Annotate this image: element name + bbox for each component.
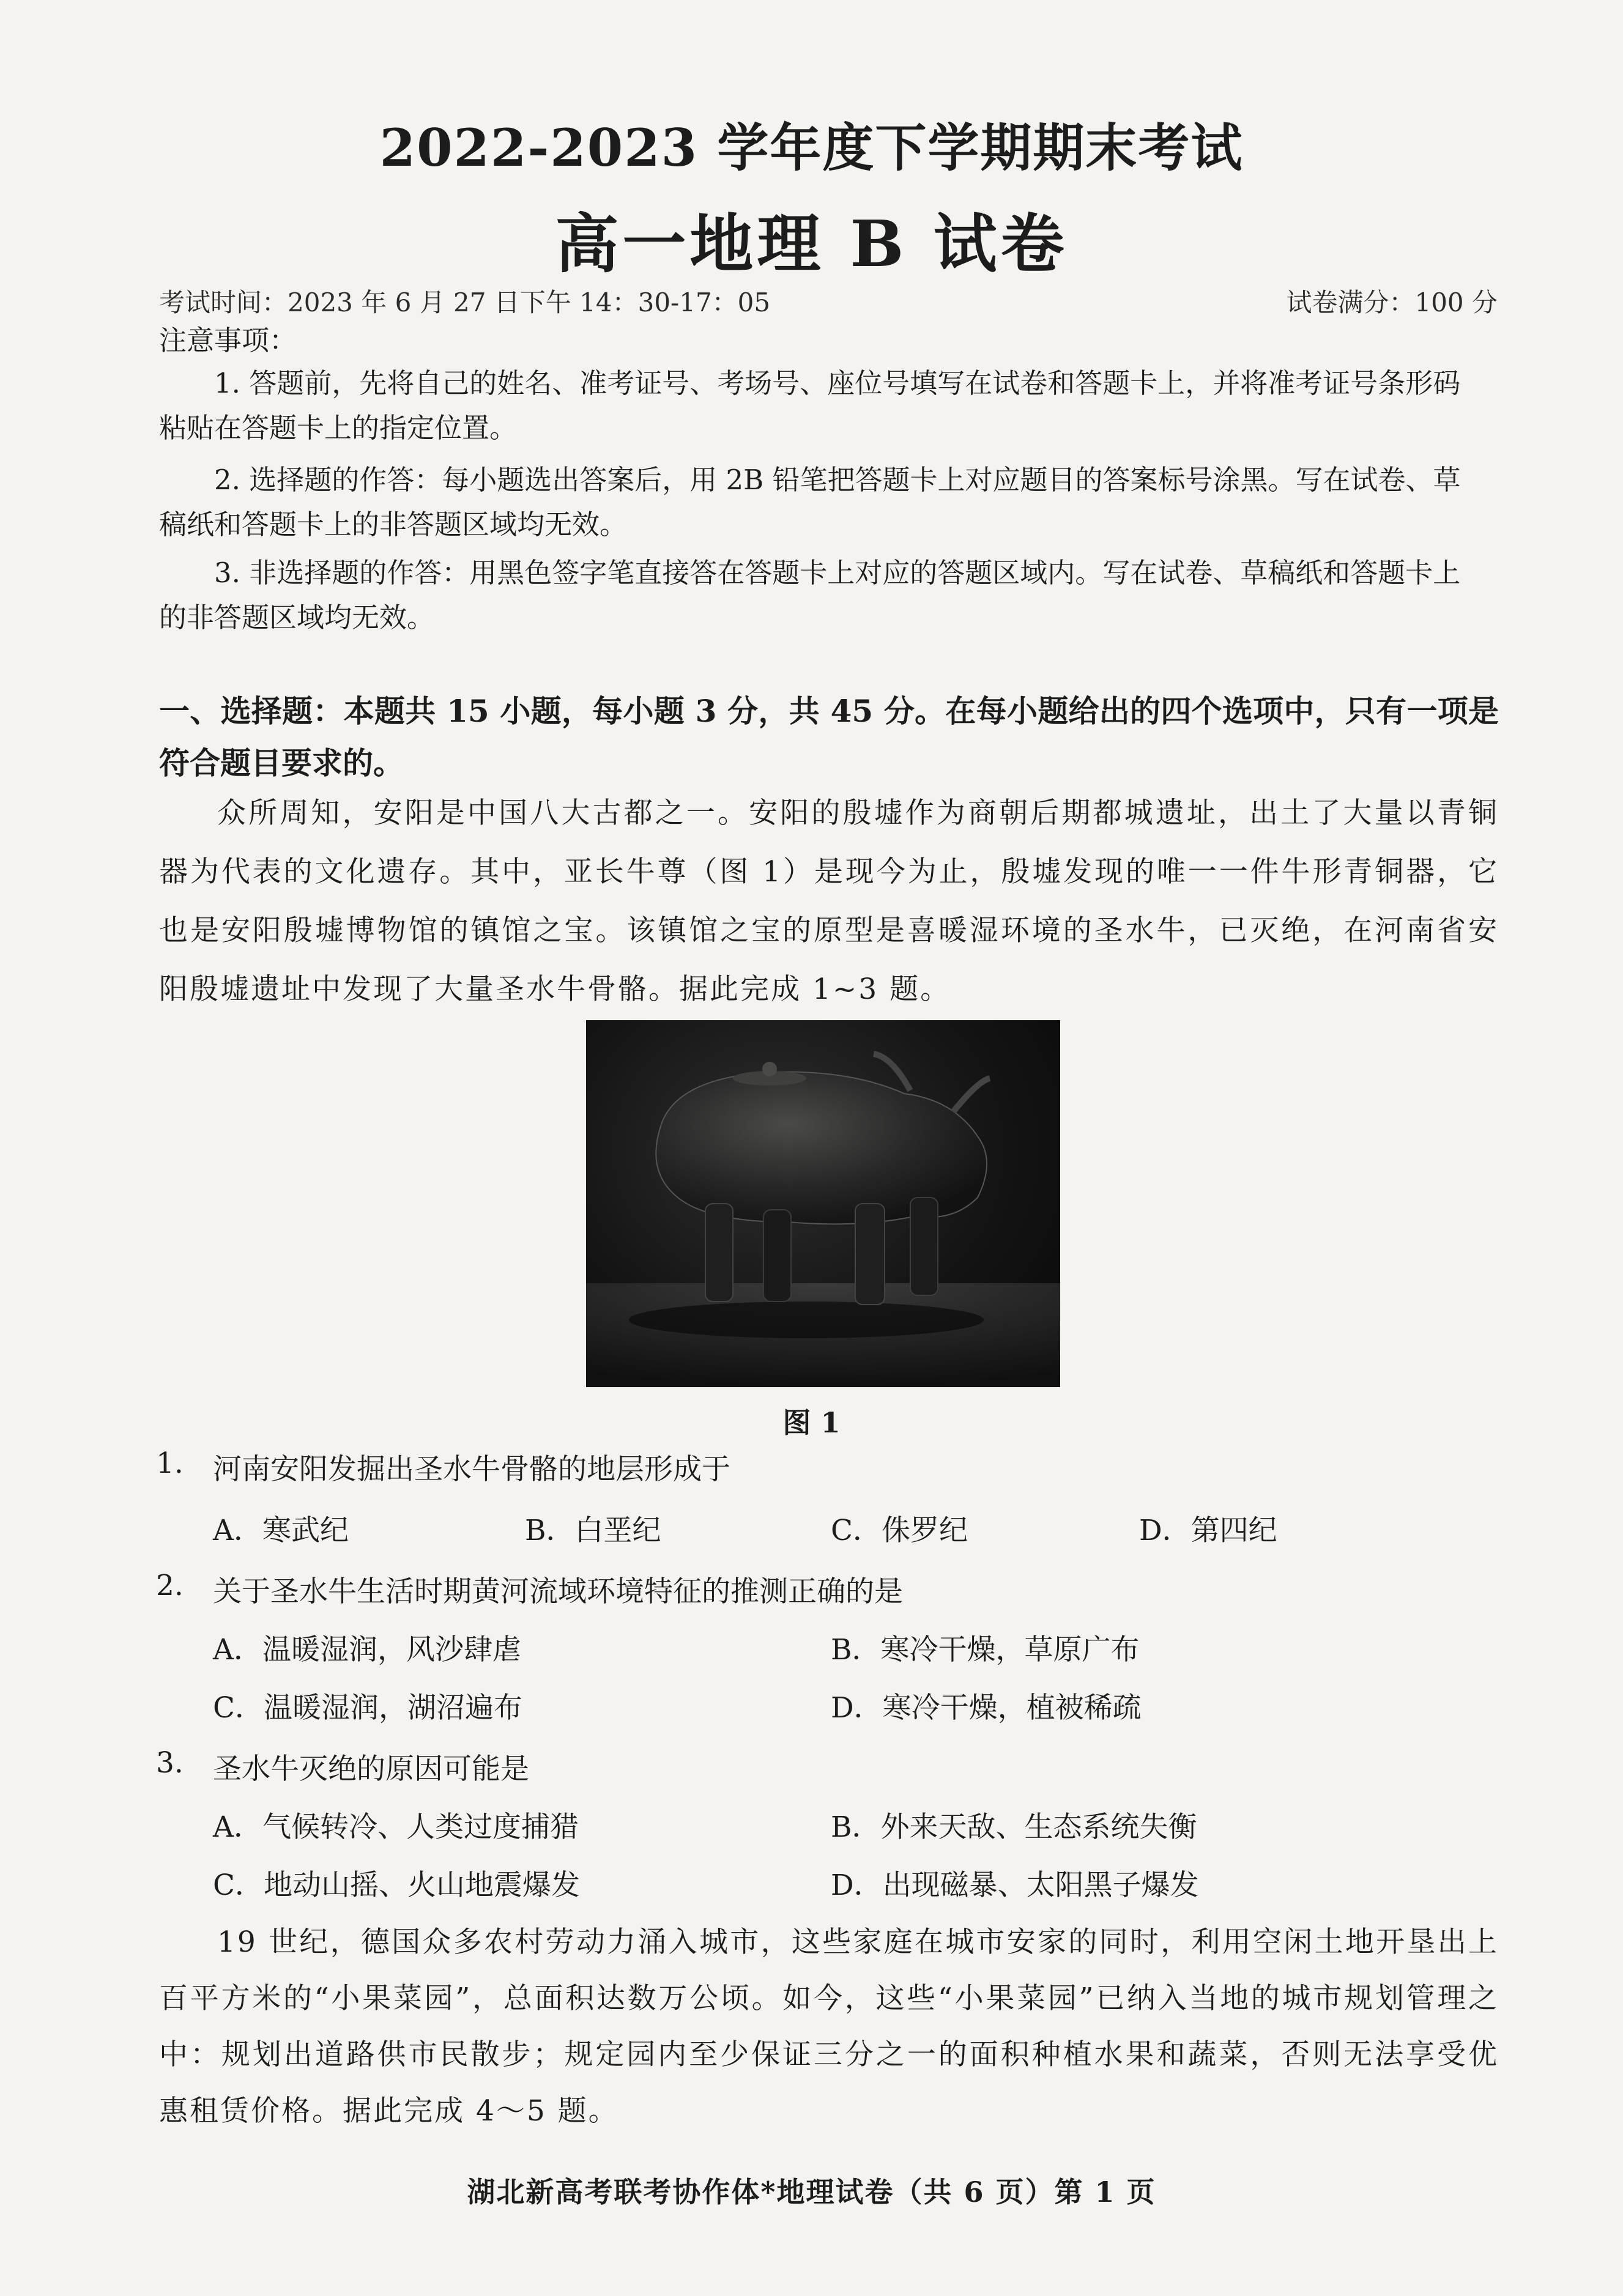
note-2-line-2: 稿纸和答题卡上的非答题区域均无效。 bbox=[159, 508, 628, 541]
question-1-number: 1. bbox=[156, 1446, 184, 1480]
question-1-stem: 河南安阳发掘出圣水牛骨骼的地层形成于 bbox=[213, 1453, 730, 1486]
question-3-option-a: A．气候转冷、人类过度捕猎 bbox=[213, 1810, 579, 1844]
question-3-option-c: C．地动山摇、火山地震爆发 bbox=[213, 1868, 580, 1902]
question-1-option-a: A．寒武纪 bbox=[213, 1514, 349, 1547]
note-1-line-1: 1. 答题前，先将自己的姓名、准考证号、考场号、座位号填写在试卷和答题卡上，并将准考证号条形码 bbox=[214, 367, 1461, 399]
question-2-option-a: A．温暖湿润，风沙肆虐 bbox=[213, 1633, 521, 1667]
bronze-ox-photo bbox=[586, 1020, 1060, 1387]
note-2-line-1: 2. 选择题的作答：每小题选出答案后，用 2B 铅笔把答题卡上对应题目的答案标号涂黑。写在试卷、草 bbox=[214, 464, 1461, 496]
question-3-stem: 圣水牛灭绝的原因可能是 bbox=[213, 1752, 529, 1786]
section-1-heading: 一、选择题：本题共 15 小题，每小题 3 分，共 45 分。在每小题给出的四个选项中，只有一项是符合题目要求的。 bbox=[159, 693, 1499, 781]
question-1-option-b: B．白垩纪 bbox=[525, 1514, 661, 1547]
exam-time: 考试时间：2023 年 6 月 27 日下午 14：30-17：05 bbox=[159, 287, 771, 317]
exam-title: 2022-2023 学年度下学期期末考试 bbox=[379, 117, 1244, 178]
ox-zun-illustration bbox=[586, 1020, 1060, 1387]
page-footer: 湖北新高考联考协作体*地理试卷（共 6 页）第 1 页 bbox=[467, 2176, 1156, 2209]
question-3-option-b: B．外来天敌、生态系统失衡 bbox=[831, 1810, 1197, 1844]
passage-2: 19 世纪，德国众多农村劳动力涌入城市，这些家庭在城市安家的同时，利用空闲土地开垦出上百平方米的“小果菜园”，总面积达数万公顷。如今，这些“小果菜园”已纳入当地的城市规划管理之中：规划出道路供市民散步；规定园内至少保证三分之一的面积种植水果和蔬菜，否则无法享受优惠租赁价格。据此完成 4～5 题。 bbox=[159, 1925, 1499, 2128]
question-2-option-b: B．寒冷干燥，草原广布 bbox=[831, 1633, 1140, 1667]
full-score: 试卷满分：100 分 bbox=[1286, 287, 1498, 317]
notes-heading: 注意事项： bbox=[159, 324, 297, 357]
question-2-number: 2. bbox=[156, 1569, 184, 1602]
passage-1: 众所周知，安阳是中国八大古都之一。安阳的殷墟作为商朝后期都城遗址，出土了大量以青铜器为代表的文化遗存。其中，亚长牛尊（图 1）是现今为止，殷墟发现的唯一一件牛形青铜器，它也是安阳殷墟博物馆的镇馆之宝。该镇馆之宝的原型是喜暖湿环境的圣水牛，已灭绝，在河南省安阳殷墟遗址中发现了大量圣水牛骨骼。据此完成 1~3 题。 bbox=[159, 796, 1499, 1006]
note-3-line-1: 3. 非选择题的作答：用黑色签字笔直接答在答题卡上对应的答题区域内。写在试卷、草稿纸和答题卡上 bbox=[214, 557, 1461, 589]
note-3-line-2: 的非答题区域均无效。 bbox=[159, 601, 435, 634]
question-3-option-d: D．出现磁暴、太阳黑子爆发 bbox=[831, 1868, 1199, 1902]
question-3-number: 3. bbox=[156, 1746, 184, 1780]
question-1-option-c: C．侏罗纪 bbox=[831, 1514, 968, 1547]
figure-1-caption: 图 1 bbox=[782, 1406, 841, 1439]
question-2-option-d: D．寒冷干燥，植被稀疏 bbox=[831, 1691, 1142, 1725]
exam-subtitle: 高一地理 B 试卷 bbox=[555, 206, 1068, 281]
note-1-line-2: 粘贴在答题卡上的指定位置。 bbox=[159, 412, 518, 444]
question-2-stem: 关于圣水牛生活时期黄河流域环境特征的推测正确的是 bbox=[213, 1575, 903, 1609]
question-2-option-c: C．温暖湿润，湖沼遍布 bbox=[213, 1691, 522, 1725]
question-1-option-d: D．第四纪 bbox=[1139, 1514, 1277, 1547]
